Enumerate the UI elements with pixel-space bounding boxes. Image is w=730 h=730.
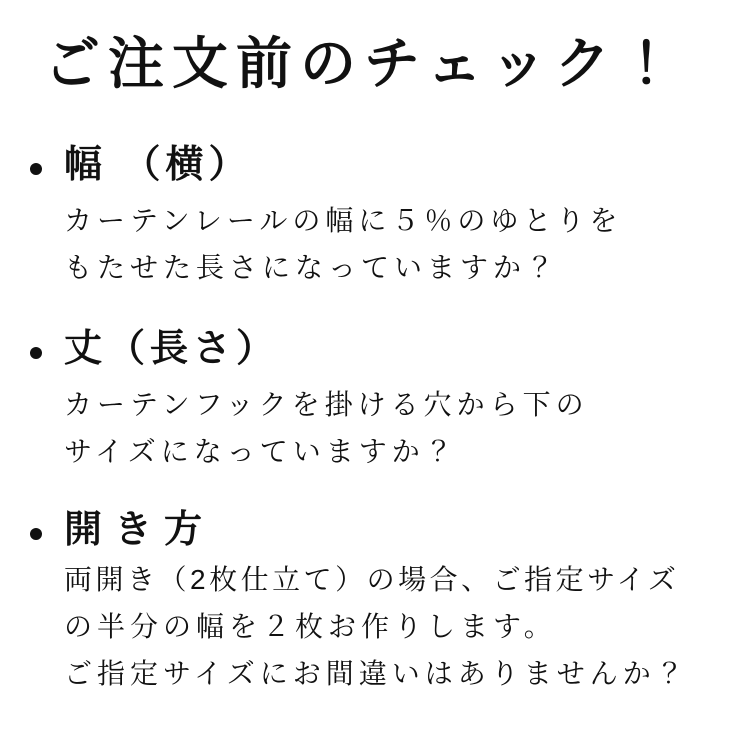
bullet-icon	[30, 347, 42, 359]
page-title: ご注文前のチェック！	[44, 32, 683, 95]
bullet-icon	[30, 163, 42, 175]
section-width-line-2: もたせた長さになっていますか？	[64, 251, 560, 283]
bullet-icon	[30, 528, 42, 540]
section-length	[64, 327, 720, 475]
section-opening	[64, 508, 720, 697]
section-length-heading: 丈（長さ）	[64, 328, 280, 370]
section-opening-line-3: ご指定サイズにお間違いはありませんか？	[64, 657, 689, 689]
section-opening-line-1: 両開き（2枚仕立て）の場合、ご指定サイズ	[64, 563, 680, 595]
section-length-line-2: サイズになっていますか？	[64, 435, 458, 467]
section-width	[64, 143, 720, 291]
section-width-line-1: カーテンレールの幅に５％のゆとりを	[64, 204, 623, 236]
section-length-line-1: カーテンフックを掛ける穴から下の	[64, 388, 589, 420]
section-opening-heading: 開き方	[64, 509, 215, 551]
section-opening-line-2: の半分の幅を２枚お作りします。	[64, 610, 557, 642]
section-width-heading: 幅 （横）	[64, 144, 252, 186]
